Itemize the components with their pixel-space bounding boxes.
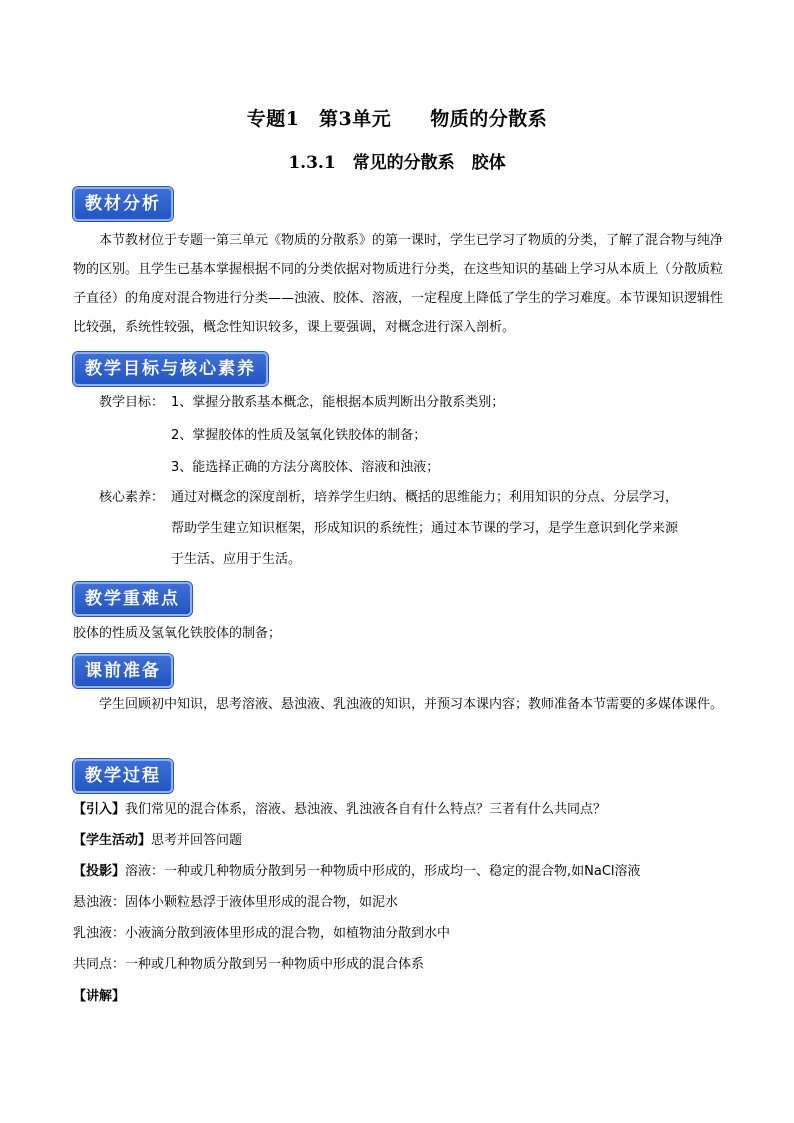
suspension-line: 悬浊液：固体小颗粒悬浮于液体里形成的混合物，如泥水 — [73, 895, 399, 910]
core-label: 核心素养： — [99, 490, 165, 505]
goal-item-2: 2、掌握胶体的性质及氢氧化铁胶体的制备； — [171, 428, 427, 443]
goal-item-1: 1、掌握分散系基本概念，能根据本质判断出分散系类别； — [171, 395, 505, 410]
section-heading-analysis: 教材分析 — [73, 187, 173, 221]
explain-tag: 【讲解】 — [73, 989, 126, 1004]
projection-text: 溶液：一种或几种物质分散到另一种物质中形成的，形成均一、稳定的混合物,如NaCl溶液 — [125, 864, 641, 879]
activity-text: 思考并回答问题 — [151, 833, 243, 848]
intro-text: 我们常见的混合体系，溶液、悬浊液、乳浊液各自有什么特点？三者有什么共同点？ — [125, 802, 607, 817]
core-line-1: 通过对概念的深度剖析，培养学生归纳、概括的思维能力；利用知识的分点、分层学习， — [171, 490, 679, 505]
goal-item-3: 3、能选择正确的方法分离胶体、溶液和浊液； — [171, 460, 440, 475]
difficulty-text: 胶体的性质及氢氧化铁胶体的制备； — [73, 626, 282, 641]
common-line: 共同点：一种或几种物质分散到另一种物质中形成的混合体系 — [73, 957, 425, 972]
prep-paragraph: 学生回顾初中知识，思考溶液、悬浊液、乳浊液的知识，并预习本课内容；教师准备本节需要的多媒体课件。 — [99, 697, 724, 712]
goals-label: 教学目标： — [99, 395, 165, 410]
section-heading-process: 教学过程 — [73, 759, 173, 793]
emulsion-line: 乳浊液：小液滴分散到液体里形成的混合物，如植物油分散到水中 — [73, 926, 451, 941]
section-heading-prep: 课前准备 — [73, 654, 173, 688]
core-line-2: 帮助学生建立知识框架，形成知识的系统性；通过本节课的学习，是学生意识到化学来源 — [171, 521, 679, 536]
analysis-paragraph: 本节教材位于专题一第三单元《物质的分散系》的第一课时，学生已学习了物质的分类，了解了混合物与纯净物的区别。且学生已基本掌握根据不同的分类依据对物质进行分类，在这些知识的基础上学习从本质上（分散质粒子直径）的角度对混合物进行分类——浊液、胶体、溶液，一定程度上降低了学生的学习难度。本节课知识逻辑性比较强，系统性较强，概念性知识较多，课上要强调，对概念进行深入剖析。 — [73, 233, 724, 335]
intro-line — [73, 800, 606, 820]
core-line-3: 于生活、应用于生活。 — [171, 552, 302, 567]
page-title: 专题1 第3单元 物质的分散系 — [246, 108, 548, 130]
page-subtitle: 1.3.1 常见的分散系 胶体 — [288, 153, 506, 173]
activity-tag: 【学生活动】 — [73, 833, 152, 848]
intro-tag: 【引入】 — [73, 802, 126, 817]
section-heading-goals: 教学目标与核心素养 — [73, 352, 268, 386]
section-heading-difficulty: 教学重难点 — [73, 582, 192, 616]
projection-tag: 【投影】 — [73, 864, 126, 879]
projection-line — [73, 862, 641, 882]
activity-line — [73, 831, 242, 851]
